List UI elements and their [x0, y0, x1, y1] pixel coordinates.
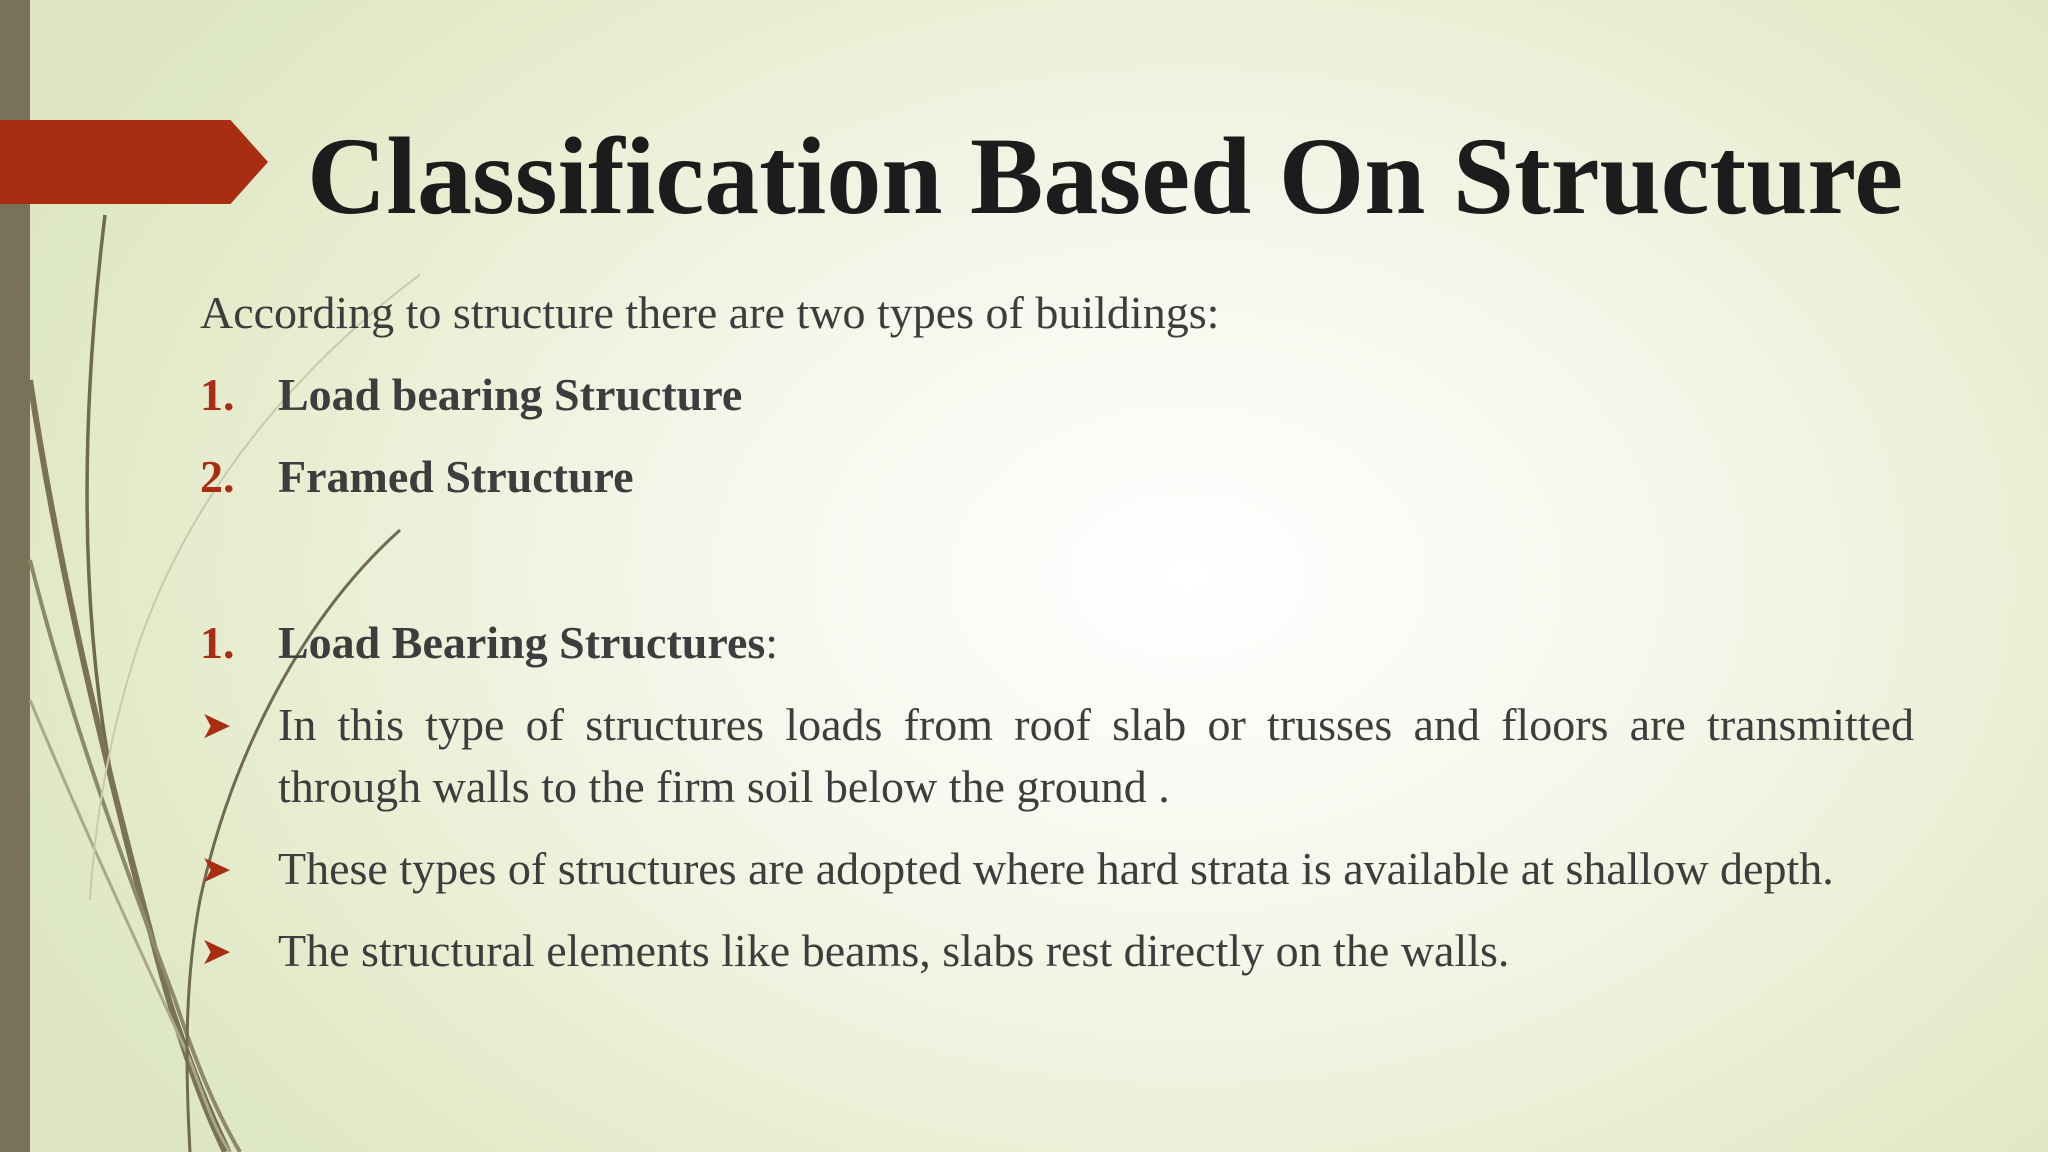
list-item-label: Framed Structure: [278, 451, 634, 502]
slide-content: [200, 282, 1914, 1002]
bullet-text: In this type of structures loads from roof slab or trusses and floors are transmitted through walls to the firm soil below the ground .: [278, 699, 1914, 812]
bullet-list: [200, 694, 1914, 982]
list-item: [200, 446, 1914, 528]
section-heading-suffix: :: [765, 617, 779, 668]
intro-text: According to structure there are two types of buildings:: [200, 287, 1220, 338]
list-item: [200, 694, 1914, 818]
title-arrow-tab: [0, 120, 268, 204]
list-item-label: Load bearing Structure: [278, 369, 743, 420]
slide-title: Classification Based On Structure: [306, 115, 1904, 237]
section-heading-text: Load Bearing Structures: [278, 617, 766, 668]
section-heading: [200, 612, 1914, 694]
section-number: 1.: [200, 617, 235, 668]
spacer: [200, 528, 1914, 612]
arrowhead-bullet-icon: ➤: [200, 703, 232, 747]
building-types-list: [200, 364, 1914, 528]
list-number: 2.: [200, 451, 235, 502]
list-item: [200, 838, 1914, 900]
list-item: [200, 920, 1914, 982]
bullet-text: These types of structures are adopted where hard strata is available at shallow depth.: [278, 843, 1834, 894]
list-number: 1.: [200, 369, 235, 420]
list-item: [200, 364, 1914, 446]
bullet-text: The structural elements like beams, slabs rest directly on the walls.: [278, 925, 1510, 976]
arrowhead-bullet-icon: ➤: [200, 847, 232, 891]
arrowhead-bullet-icon: ➤: [200, 929, 232, 973]
